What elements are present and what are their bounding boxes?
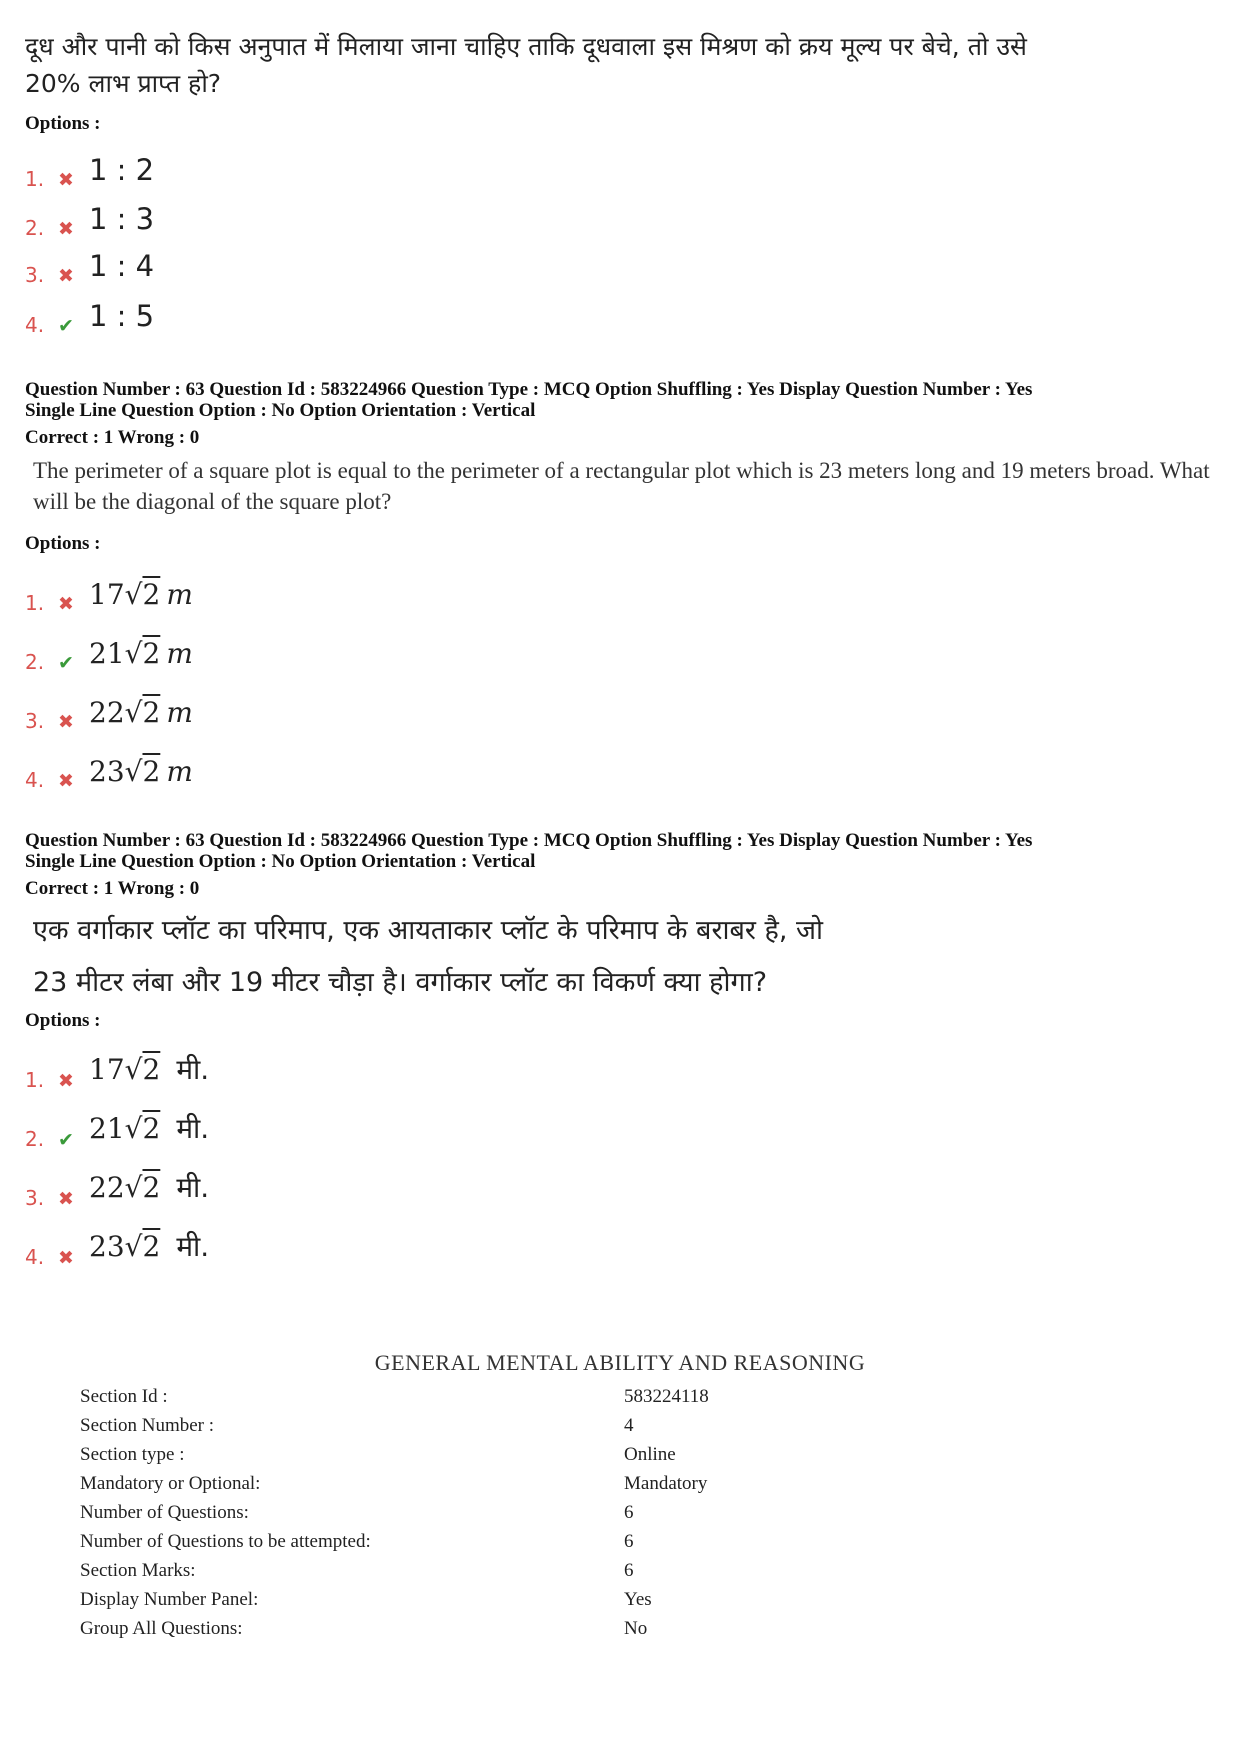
option-row [25,742,193,792]
section-key: Number of Questions to be attempted: [80,1530,371,1552]
option-text: 22√2 m [89,696,193,729]
option-number: 1. [25,1068,45,1092]
option-row [25,190,154,240]
option-row [25,141,154,191]
option-row [25,683,193,733]
options-label: Options : [25,113,101,134]
question-63-text: The perimeter of a square plot is equal to the perimeter of a rectangular plot which is 23 meters long and 19 meters broad. What will be the diagonal of the square plot? [33,458,1210,514]
question-63-options [25,555,1215,795]
cross-icon: ✖ [58,169,74,191]
table-row [80,1469,709,1498]
table-row [80,1440,709,1469]
option-text: 21√2 मी. [89,1112,210,1145]
section-value: Yes [624,1588,652,1610]
section-value: 6 [624,1530,634,1552]
table-row [80,1556,709,1585]
cross-icon: ✖ [58,1188,74,1210]
meta-line: Single Line Question Option : No Option Orientation : Vertical [25,400,536,421]
option-text: 1 : 3 [89,202,155,236]
checkmark-icon: ✔ [58,1129,74,1151]
section-title: GENERAL MENTAL ABILITY AND REASONING [374,1350,866,1375]
cross-icon: ✖ [58,770,74,792]
question-63-hindi-text [25,905,1215,1009]
section-key: Section Marks: [80,1559,196,1581]
checkmark-icon: ✔ [58,315,74,337]
option-number: 2. [25,1127,45,1151]
option-text: 1 : 2 [89,153,155,187]
meta-line: Single Line Question Option : No Option Orientation : Vertical [25,851,536,872]
option-text: 23√2 मी. [89,1230,210,1263]
option-row [25,237,154,287]
cross-icon: ✖ [58,593,74,615]
section-value: Online [624,1443,676,1465]
table-row [80,1614,709,1643]
option-row [25,624,193,674]
meta-line: Correct : 1 Wrong : 0 [25,427,200,448]
question-text-line: 23 मीटर लंबा और 19 मीटर चौड़ा है। वर्गाकार प्लॉट का विकर्ण क्या होगा? [33,967,768,998]
table-row [80,1585,709,1614]
option-text: 17√2 मी. [89,1053,210,1086]
option-row [25,287,154,337]
cross-icon: ✖ [58,218,74,240]
question-62-text [25,28,1215,102]
option-text: 23√2 m [89,755,193,788]
table-row [80,1382,709,1411]
section-key: Section type : [80,1443,185,1465]
cross-icon: ✖ [58,265,74,287]
option-number: 1. [25,591,45,615]
table-row [80,1527,709,1556]
section-value: 4 [624,1414,634,1436]
question-text-line: एक वर्गाकार प्लॉट का परिमाप, एक आयताकार प्लॉट के परिमाप के बराबर है, जो [33,915,824,946]
option-number: 3. [25,263,45,287]
option-number: 3. [25,1186,45,1210]
table-row [80,1498,709,1527]
cross-icon: ✖ [58,1070,74,1092]
section-key: Mandatory or Optional: [80,1472,261,1494]
section-value: No [624,1617,648,1639]
option-text: 17√2 m [89,578,193,611]
option-row [25,1160,209,1210]
option-row [25,1042,209,1092]
meta-line: Question Number : 63 Question Id : 583224966 Question Type : MCQ Option Shuffling : Yes Display Question Number : Yes [25,830,1033,851]
option-row [25,565,193,615]
option-text: 1 : 5 [89,299,155,333]
section-value: 583224118 [624,1385,709,1407]
section-key: Group All Questions: [80,1617,243,1639]
meta-line: Correct : 1 Wrong : 0 [25,878,200,899]
question-text-line: 20% लाभ प्राप्त हो? [25,69,222,98]
section-value: 6 [624,1559,634,1581]
section-key: Section Id : [80,1385,168,1407]
options-label: Options : [25,533,101,554]
option-text: 21√2 m [89,637,193,670]
question-63-hindi-options [25,1032,1215,1272]
option-number: 3. [25,709,45,733]
option-number: 4. [25,768,45,792]
question-63-meta [25,379,1215,448]
option-number: 2. [25,650,45,674]
option-number: 4. [25,1245,45,1269]
cross-icon: ✖ [58,1247,74,1269]
table-row [80,1411,709,1440]
cross-icon: ✖ [58,711,74,733]
section-value: Mandatory [624,1472,708,1494]
section-key: Number of Questions: [80,1501,249,1523]
meta-line: Question Number : 63 Question Id : 583224966 Question Type : MCQ Option Shuffling : Yes Display Question Number : Yes [25,379,1033,400]
question-text-line: दूध और पानी को किस अनुपात में मिलाया जाना चाहिए ताकि दूधवाला इस मिश्रण को क्रय मूल्य पर बेचे, तो उसे [25,32,1027,61]
checkmark-icon: ✔ [58,652,74,674]
option-row [25,1219,209,1269]
section-key: Display Number Panel: [80,1588,259,1610]
question-62-options [25,135,1215,335]
question-63-hindi-meta [25,830,1215,899]
section-value: 6 [624,1501,634,1523]
section-info-table [80,1382,709,1643]
section-key: Section Number : [80,1414,215,1436]
option-text: 1 : 4 [89,249,155,283]
option-text: 22√2 मी. [89,1171,210,1204]
option-number: 1. [25,167,45,191]
option-number: 4. [25,313,45,337]
option-row [25,1101,209,1151]
option-number: 2. [25,216,45,240]
options-label: Options : [25,1010,101,1031]
